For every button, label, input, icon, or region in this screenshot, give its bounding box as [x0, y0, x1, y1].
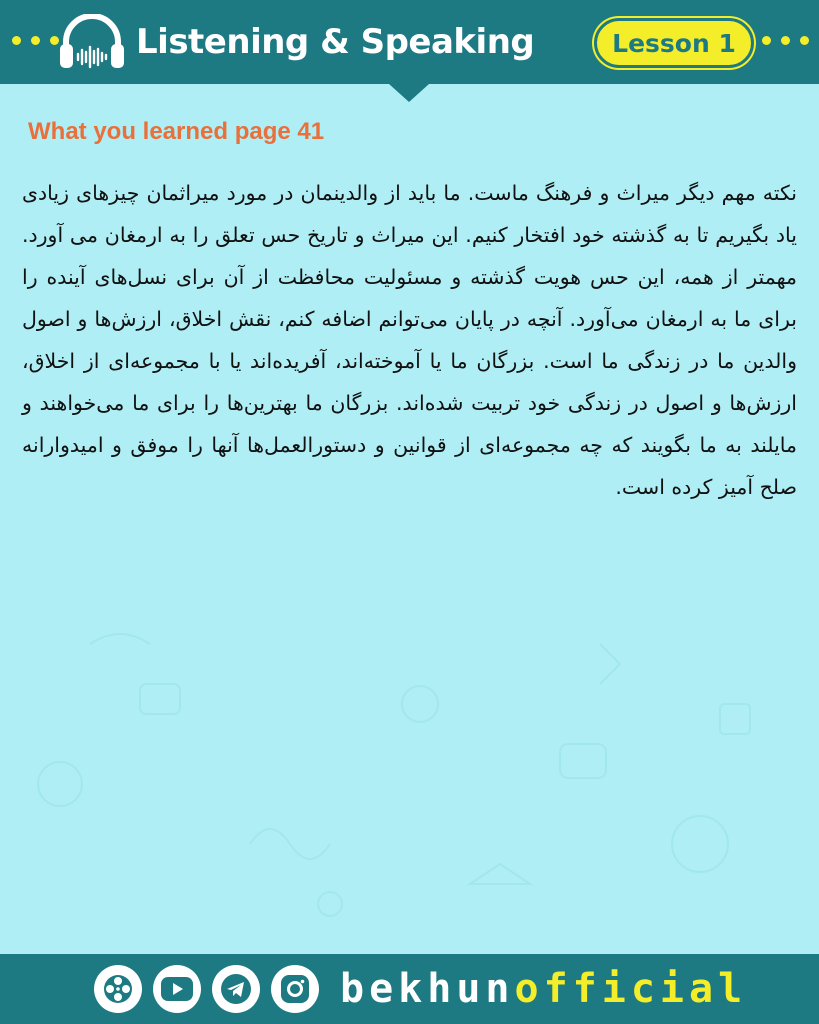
section-heading: What you learned page 41 [28, 118, 325, 145]
header-bar [0, 0, 819, 84]
channel-handle[interactable] [340, 962, 747, 1016]
main-content [0, 84, 819, 954]
headphones-icon [58, 14, 126, 70]
youtube-icon[interactable] [153, 965, 201, 1013]
body-paragraph: نکته مهم دیگر میراث و فرهنگ ماست. ما باید از والدینمان در مورد میراثمان چیزهای زیادی یاد بگیریم تا به گذشته خود افتخار کنیم. این میراث و تاریخ حس تعلق را به ارمغان می آورد. مهمتر از همه، این حس هویت گذشته و مسئولیت محافظت از آن برای نسل‌های آینده را برای ما به ارمغان می‌آورد. آنچه در پایان می‌توانم اضافه کنم، نقش اخلاق، ارزش‌ها و اصول والدین ما در زندگی ما است. بزرگان ما یا آموخته‌اند، آفریده‌اند یا با مجموعه‌ای از اخلاق، ارزش‌ها و اصول در زندگی خود تربیت شده‌اند. بزرگان ما بهترین‌ها را برای ما می‌خواهند و مایلند به ما بگویند که چه مجموعه‌ای از قوانین و دستورالعمل‌ها آنها را موفق و امیدوارانه صلح آمیز کرده است. [22, 181, 797, 499]
lesson-badge: Lesson 1 [594, 18, 754, 68]
decorative-dots-left [12, 36, 59, 45]
social-icons [94, 965, 319, 1013]
decorative-dots-right [762, 36, 809, 45]
telegram-icon[interactable] [212, 965, 260, 1013]
handle-part-official: official [514, 966, 748, 1012]
instagram-icon[interactable] [271, 965, 319, 1013]
header-title: Listening & Speaking [136, 22, 535, 62]
film-reel-icon[interactable] [94, 965, 142, 1013]
handle-part-bekhun: bekhun [340, 966, 515, 1012]
footer-bar [0, 954, 819, 1024]
